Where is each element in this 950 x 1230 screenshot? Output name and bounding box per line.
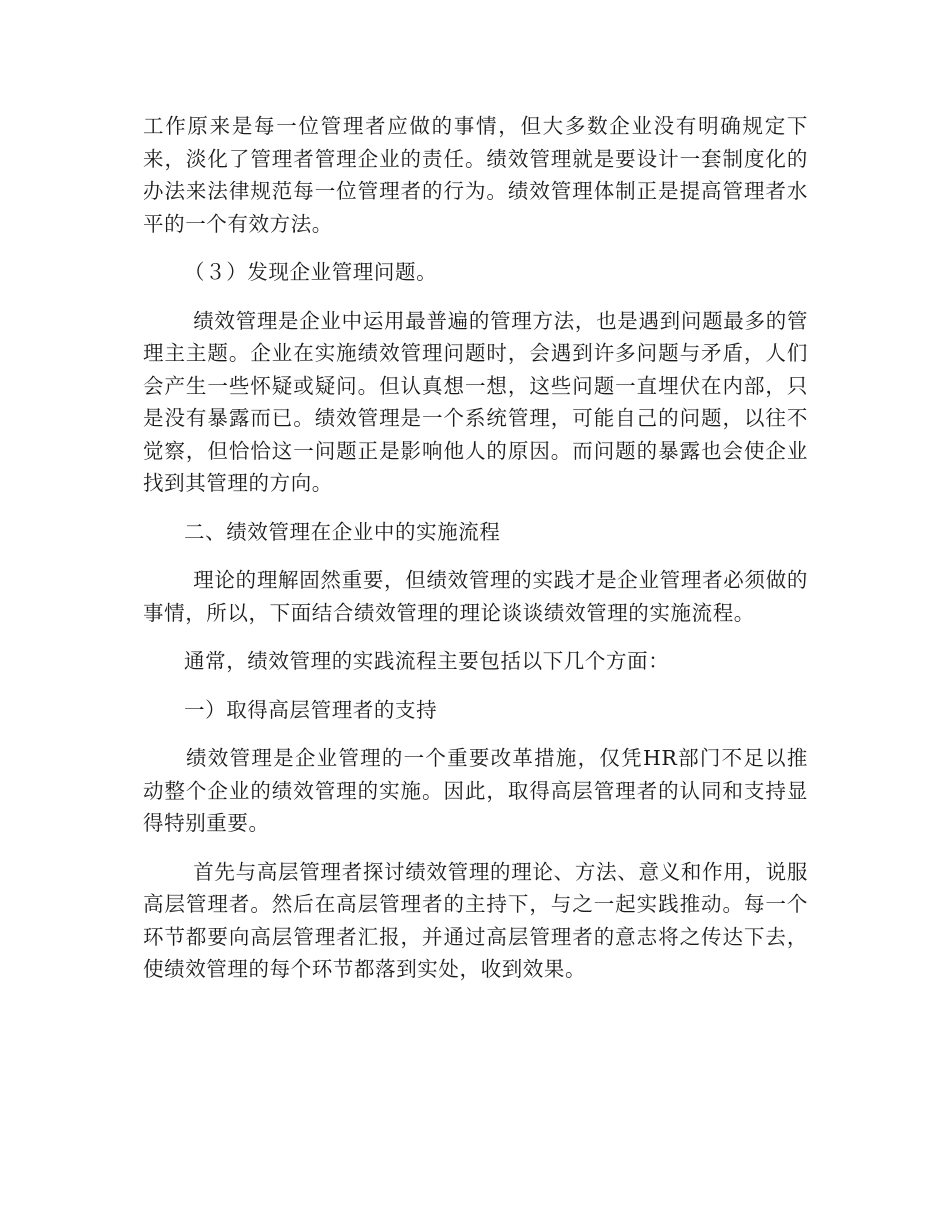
document-body [143, 110, 808, 1002]
paragraph-theory-practice: 理论的理解固然重要，但绩效管理的实践才是企业管理者必须做的事情，所以，下面结合绩效管理的理论谈谈绩效管理的实施流程。 [143, 568, 808, 625]
paragraph-persuade-management: 首先与高层管理者探讨绩效管理的理论、方法、意义和作用，说服高层管理者。然后在高层管理者的主持下，与之一起实践推动。每一个环节都要向高层管理者汇报，并通过高层管理者的意志将之传达下去，使绩效管理的每个环节都落到实处，收到效果。 [143, 859, 808, 981]
paragraph-management-responsibility: 工作原来是每一位管理者应做的事情，但大多数企业没有明确规定下来，淡化了管理者管理企业的责任。绩效管理就是要设计一套制度化的办法来法律规范每一位管理者的行为。绩效管理体制正是提高管理者水平的一个有效方法。 [143, 114, 808, 236]
subheading-find-problems: （３）发现企业管理问题。 [184, 260, 438, 284]
section-heading-implementation-process: 二、绩效管理在企业中的实施流程 [184, 519, 501, 544]
subheading-senior-support: 一）取得高层管理者的支持 [184, 697, 438, 722]
paragraph-performance-problems: 绩效管理是企业中运用最普遍的管理方法，也是遇到问题最多的管理主主题。企业在实施绩效管理问题时，会遇到许多问题与矛盾，人们会产生一些怀疑或疑问。但认真想一想，这些问题一直埋伏在内部，只是没有暴露而已。绩效管理是一个系统管理，可能自己的问题，以往不觉察，但恰恰这一问题正是影响他人的原因。而问题的暴露也会使企业找到其管理的方向。 [143, 308, 808, 495]
paragraph-hr-support: 绩效管理是企业管理的一个重要改革措施，仅凭HR部门不足以推动整个企业的绩效管理的实施。因此，取得高层管理者的认同和支持显得特别重要。 [143, 746, 808, 835]
paragraph-process-intro: 通常，绩效管理的实践流程主要包括以下几个方面： [184, 649, 670, 673]
